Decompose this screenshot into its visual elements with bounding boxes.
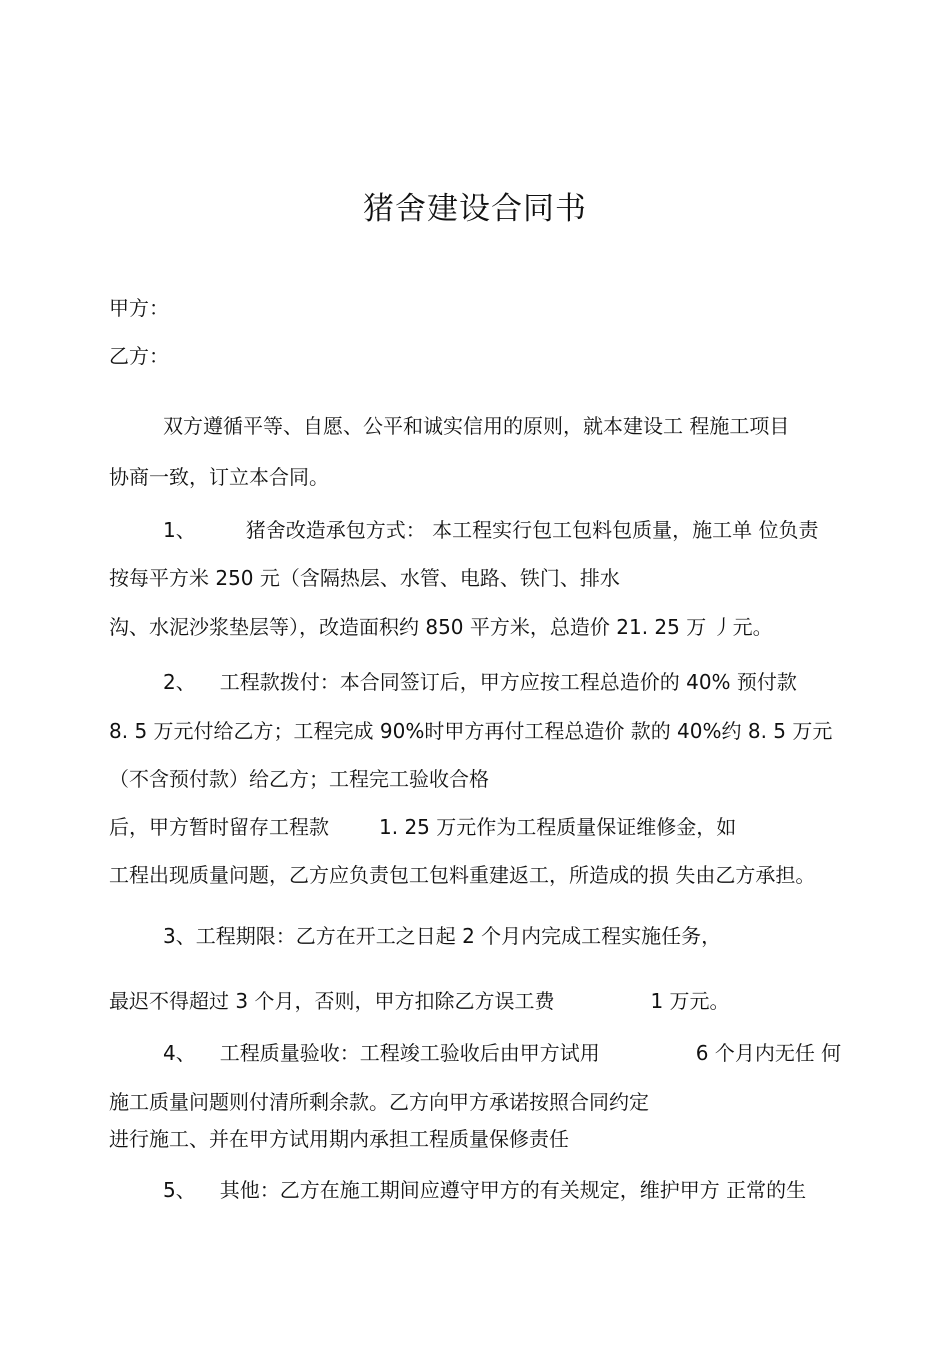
party-a-label: 甲方： xyxy=(109,296,169,320)
clause-2-line-4 xyxy=(109,814,736,840)
clause-5-text: 其他：乙方在施工期间应遵守甲方的有关规定，维护甲方 正常的生 xyxy=(219,1178,807,1202)
clause-4-line-1-part-b: 6 个月内无任 何 xyxy=(695,1041,842,1065)
clause-5-line-1 xyxy=(163,1177,806,1203)
clause-4-line-1 xyxy=(163,1040,841,1066)
clause-3-line-1: 3、工程期限：乙方在开工之日起 2 个月内完成工程实施任务， xyxy=(163,924,722,948)
clause-2-line-3: （不含预付款）给乙方；工程完工验收合格 xyxy=(109,767,489,791)
clause-2-line-2: 8. 5 万元付给乙方；工程完成 90%时甲方再付工程总造价 款的 40%约 8. 5 万元 xyxy=(109,719,833,743)
clause-4-line-3: 进行施工、并在甲方试用期内承担工程质量保修责任 xyxy=(109,1127,569,1151)
clause-5-number: 5、 xyxy=(163,1178,196,1202)
clause-3-line-2-part-a: 最迟不得超过 3 个月，否则，甲方扣除乙方误工费 xyxy=(109,989,555,1013)
document-title: 猪舍建设合同书 xyxy=(363,191,587,227)
clause-2-line-4-part-b: 1. 25 万元作为工程质量保证维修金，如 xyxy=(379,815,737,839)
clause-1-line-1 xyxy=(163,517,818,543)
clause-1-text: 猪舍改造承包方式： 本工程实行包工包料包质量，施工单 位负责 xyxy=(245,518,819,542)
intro-line-1: 双方遵循平等、自愿、公平和诚实信用的原则，就本建设工 程施工项目 xyxy=(163,414,790,438)
clause-4-line-2: 施工质量问题则付清所剩余款。乙方向甲方承诺按照合同约定 xyxy=(109,1090,649,1114)
clause-2-line-1 xyxy=(163,669,797,695)
clause-4-number: 4、 xyxy=(163,1041,196,1065)
clause-3-line-2 xyxy=(109,988,730,1014)
clause-1-line-2: 按每平方米 250 元（含隔热层、水管、电路、铁门、排水 xyxy=(109,566,620,590)
clause-2-number: 2、 xyxy=(163,670,196,694)
clause-2-text: 工程款拨付：本合同签订后，甲方应按工程总造价的 40% 预付款 xyxy=(219,670,797,694)
party-b-label: 乙方： xyxy=(109,344,169,368)
clause-1-number: 1、 xyxy=(163,518,196,542)
clause-2-line-4-part-a: 后，甲方暂时留存工程款 xyxy=(109,815,329,839)
clause-4-line-1-part-a: 工程质量验收：工程竣工验收后由甲方试用 xyxy=(219,1041,600,1065)
clause-2-line-5: 工程出现质量问题，乙方应负责包工包料重建返工，所造成的损 失由乙方承担。 xyxy=(109,863,816,887)
intro-line-2: 协商一致，订立本合同。 xyxy=(109,465,329,489)
clause-1-line-3: 沟、水泥沙浆垫层等），改造面积约 850 平方米，总造价 21. 25 万 丿元。 xyxy=(109,615,773,639)
clause-3-line-2-part-b: 1 万元。 xyxy=(650,989,730,1013)
